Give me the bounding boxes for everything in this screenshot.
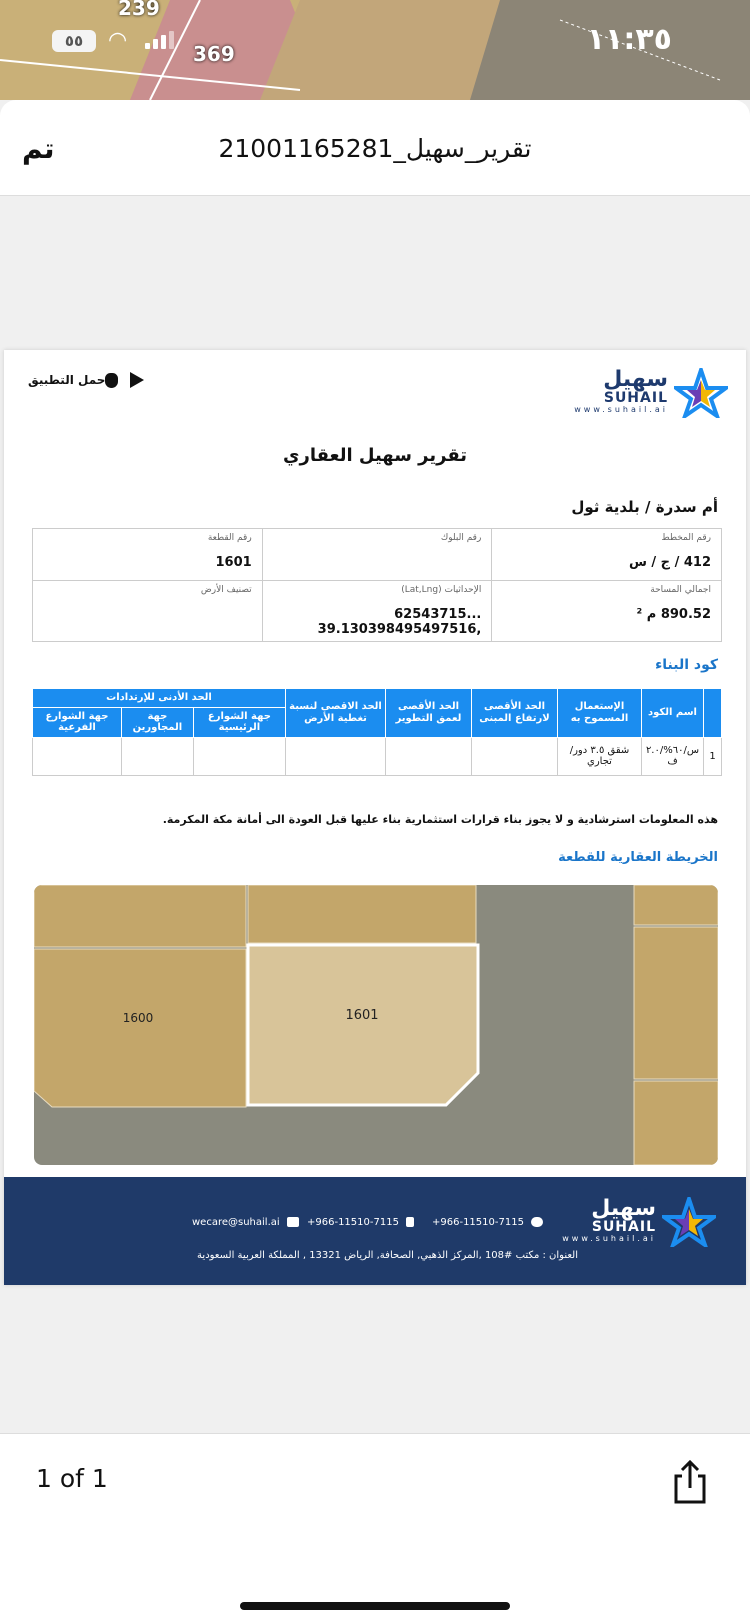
download-app[interactable]	[28, 372, 152, 388]
table-cell: 1	[704, 737, 722, 775]
bottom-toolbar	[0, 1433, 750, 1621]
table-header	[704, 689, 722, 738]
document-sheet	[0, 100, 750, 1621]
table-cell	[33, 737, 122, 775]
page-indicator: 1 of 1	[36, 1464, 108, 1493]
star-logo-icon	[674, 368, 728, 418]
battery-icon: ٥٥	[52, 30, 96, 52]
info-cell	[262, 581, 492, 642]
document-title: تقرير_سهيل_21001165281	[218, 134, 532, 163]
brand-english: SUHAIL	[591, 1219, 656, 1236]
table-header: الحد الاقصى لنسبة تغطية الأرض	[286, 689, 386, 738]
phone-number: +966-11510-7115	[307, 1217, 399, 1228]
disclaimer: هذه المعلومات استرشادية و لا يجوز بناء قرارات استثمارية بناء عليها قبل العودة الى أمانة مكة المكرمة.	[162, 813, 718, 826]
table-row	[33, 529, 722, 581]
whatsapp-icon	[531, 1217, 543, 1227]
home-indicator	[240, 1602, 510, 1610]
table-cell	[286, 737, 386, 775]
table-header: الحد الأقصى لعمق التطوير	[386, 689, 472, 738]
apple-icon[interactable]	[105, 373, 118, 388]
map-parcel	[634, 1081, 718, 1165]
status-time: ١١:٣٥	[586, 22, 672, 57]
table-cell: س/٦٠%/٢.٠ ف	[642, 737, 704, 775]
report-page[interactable]	[4, 350, 746, 1285]
table-header: جهة الشوارع الفرعية	[33, 707, 122, 737]
table-header: الحد الأقصى لارتفاع المبنى	[472, 689, 558, 738]
parcel-map[interactable]	[34, 885, 718, 1165]
table-cell: شقق ٣.٥ دور/ تجاري	[558, 737, 642, 775]
table-row	[33, 737, 722, 775]
mail-icon	[287, 1217, 299, 1227]
download-app-label: حمل التطبيق	[28, 373, 106, 387]
parcel-label: 1600	[122, 1011, 154, 1025]
info-value: ...62543715 ,39.130398495497516	[317, 607, 482, 637]
suhail-logo	[574, 364, 728, 420]
info-value: 412 / ج / س	[628, 555, 711, 570]
done-button[interactable]: تم	[22, 132, 55, 165]
report-footer	[4, 1177, 746, 1285]
info-cell	[262, 529, 492, 581]
brand-arabic: سهيل	[591, 1196, 656, 1221]
info-value: 1601	[215, 555, 252, 570]
table-row	[33, 581, 722, 642]
info-label: رقم البلوك	[440, 533, 482, 543]
info-cell	[33, 581, 263, 642]
building-code-table	[32, 688, 722, 776]
info-label: رقم القطعة	[207, 533, 252, 543]
map-parcel	[634, 927, 718, 1079]
location-line: أم سدرة / بلدية ثول	[571, 498, 718, 516]
map-label: 239	[118, 0, 160, 20]
share-icon[interactable]	[670, 1458, 710, 1506]
map-title: الخريطة العقارية للقطعة	[558, 850, 718, 865]
report-title: تقرير سهيل العقاري	[282, 445, 468, 466]
info-table	[32, 528, 722, 642]
whatsapp-number: +966-11510-7115	[432, 1217, 524, 1228]
map-parcel	[34, 885, 246, 947]
table-cell	[193, 737, 285, 775]
suhail-logo-footer	[562, 1193, 716, 1253]
map-label: 369	[193, 42, 235, 66]
info-cell	[492, 581, 722, 642]
table-cell	[472, 737, 558, 775]
brand-url: www.suhail.ai	[562, 1233, 656, 1243]
table-header-row	[33, 689, 722, 708]
status-bar	[0, 0, 750, 100]
map-parcel	[248, 885, 476, 943]
info-cell	[33, 529, 263, 581]
google-play-icon[interactable]	[130, 372, 144, 388]
email-contact[interactable]	[192, 1217, 299, 1228]
wifi-icon: ◠	[108, 28, 128, 53]
table-header: اسم الكود	[642, 689, 704, 738]
brand-url: www.suhail.ai	[574, 404, 668, 414]
phone-icon	[406, 1217, 414, 1227]
info-label: الإحداثيات (Lat,Lng)	[401, 585, 482, 595]
table-cell	[386, 737, 472, 775]
table-header: الحد الأدنى للإرتدادات	[33, 689, 286, 708]
info-label: رقم المخطط	[661, 533, 711, 543]
address: العنوان : مكتب #108 ,المركز الذهبي, الصحافة, الرياض 13321 , المملكة العربية السعودية	[197, 1250, 578, 1261]
table-header: جهة الشوارع الرئيسية	[193, 707, 285, 737]
info-value: 890.52 م ²	[636, 607, 711, 622]
navigation-bar	[0, 100, 750, 196]
info-label: اجمالي المساحة	[650, 585, 711, 595]
info-cell	[492, 529, 722, 581]
table-cell	[121, 737, 193, 775]
table-header: الإستعمال المسموح به	[558, 689, 642, 738]
whatsapp-contact[interactable]	[432, 1217, 543, 1228]
phone-contact[interactable]	[307, 1217, 414, 1228]
building-code-title: كود البناء	[655, 657, 718, 673]
parcel-label: 1601	[345, 1008, 379, 1023]
map-parcel-1601[interactable]	[248, 945, 478, 1105]
brand-arabic: سهيل	[603, 367, 668, 392]
map-parcel-1600[interactable]	[34, 949, 246, 1107]
signal-icon	[145, 30, 177, 49]
email-address: wecare@suhail.ai	[192, 1217, 280, 1228]
table-header: جهة المجاورين	[121, 707, 193, 737]
brand-english: SUHAIL	[603, 390, 668, 407]
star-logo-icon	[662, 1197, 716, 1247]
map-parcel	[634, 885, 718, 925]
info-label: تصنيف الأرض	[200, 585, 252, 595]
